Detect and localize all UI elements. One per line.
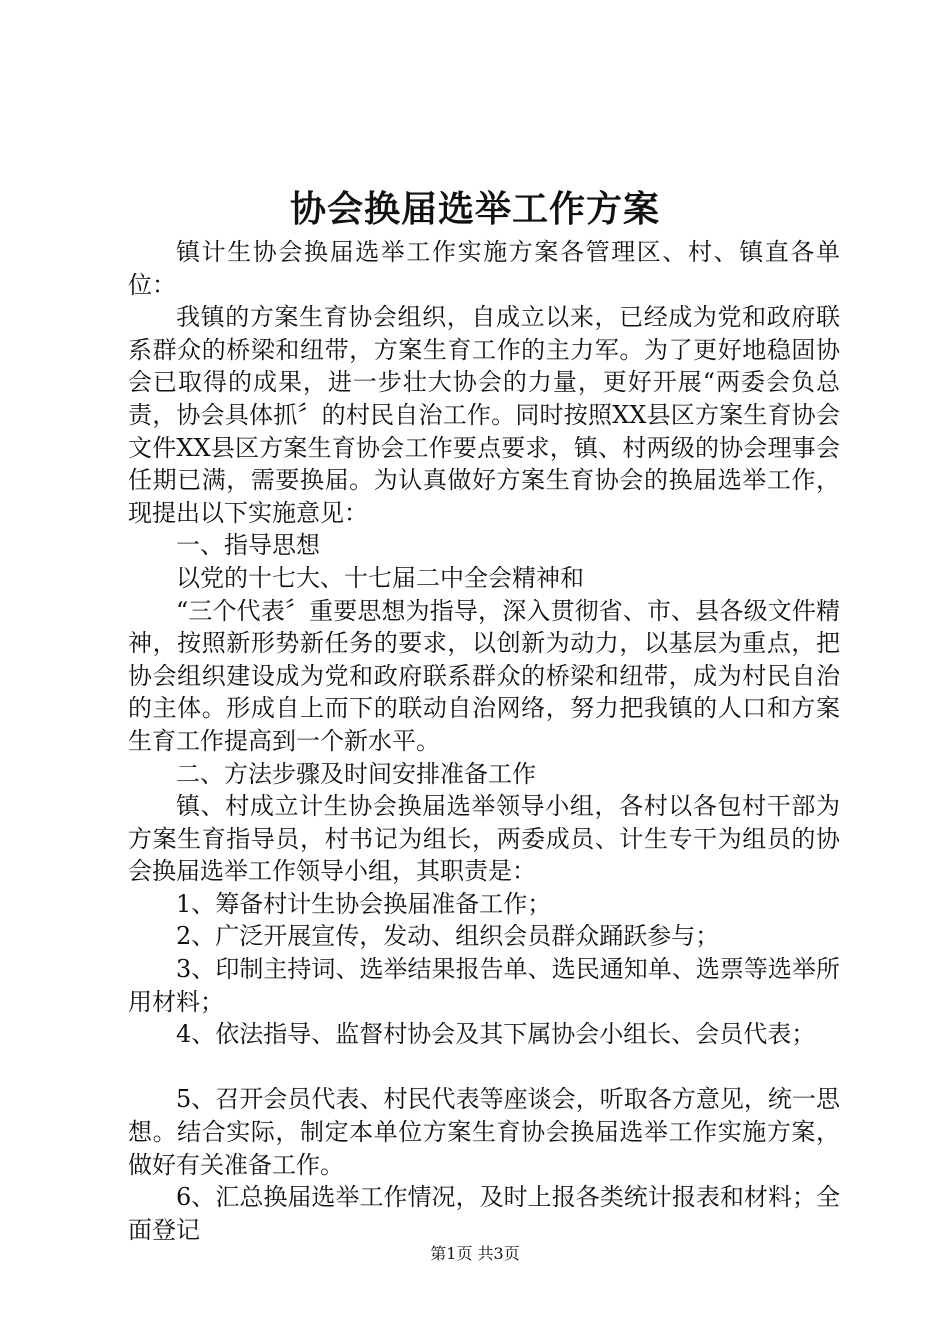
list-item-4: 4、依法指导、监督村协会及其下属协会小组长、会员代表； (176, 1020, 816, 1049)
section-heading-guiding-ideology: 一、指导思想 (176, 531, 320, 560)
document-title: 协会换届选举工作方案 (289, 188, 660, 230)
paragraph-guiding-body: “三个代表〞重要思想为指导，深入贯彻省、市、县各级文件精神，按照新形势新任务的要求，以创新为动力，以基层为重点，把协会组织建设成为党和政府联系群众的桥梁和纽带，成为村民自治的主体。形成自上而下的联动自治网络，努力把我镇的人口和方案生育工作提高到一个新水平。 (128, 596, 840, 755)
list-item-6: 6、汇总换届选举工作情况，及时上报各类统计报表和材料；全面登记 (128, 1183, 840, 1244)
paragraph-guiding-line: 以党的十七大、十七届二中全会精神和 (176, 563, 584, 592)
section-heading-methods: 二、方法步骤及时间安排准备工作 (176, 759, 536, 788)
paragraph-addressee: 镇计生协会换届选举工作实施方案各管理区、村、镇直各单位： (128, 238, 840, 299)
document-body (128, 236, 840, 1246)
list-item-1: 1、筹备村计生协会换届准备工作； (176, 889, 552, 918)
list-item-3: 3、印制主持词、选举结果报告单、选民通知单、选票等选举所用材料； (128, 955, 840, 1016)
paragraph-intro: 我镇的方案生育协会组织，自成立以来，已经成为党和政府联系群众的桥梁和纽带，方案生育工作的主力军。为了更好地稳固协会已取得的成果，进一步壮大协会的力量，更好开展“两委会负总责，协会具体抓〞的村民自治工作。同时按照XX县区方案生育协会文件XX县区方案生育协会工作要点要求，镇、村两级的协会理事会任期已满，需要换届。为认真做好方案生育协会的换届选举工作，现提出以下实施意见： (128, 303, 840, 527)
list-item-5: 5、召开会员代表、村民代表等座谈会，听取各方意见，统一思想。结合实际，制定本单位方案生育协会换届选举工作实施方案，做好有关准备工作。 (128, 1085, 840, 1179)
page-footer: 第1页 共3页 (430, 1244, 520, 1263)
paragraph-leading-group: 镇、村成立计生协会换届选举领导小组，各村以各包村干部为方案生育指导员，村书记为组长，两委成员、计生专干为组员的协会换届选举工作领导小组，其职责是： (128, 792, 840, 886)
blank-line (128, 1051, 840, 1084)
list-item-2: 2、广泛开展宣传，发动、组织会员群众踊跃参与； (176, 922, 720, 951)
